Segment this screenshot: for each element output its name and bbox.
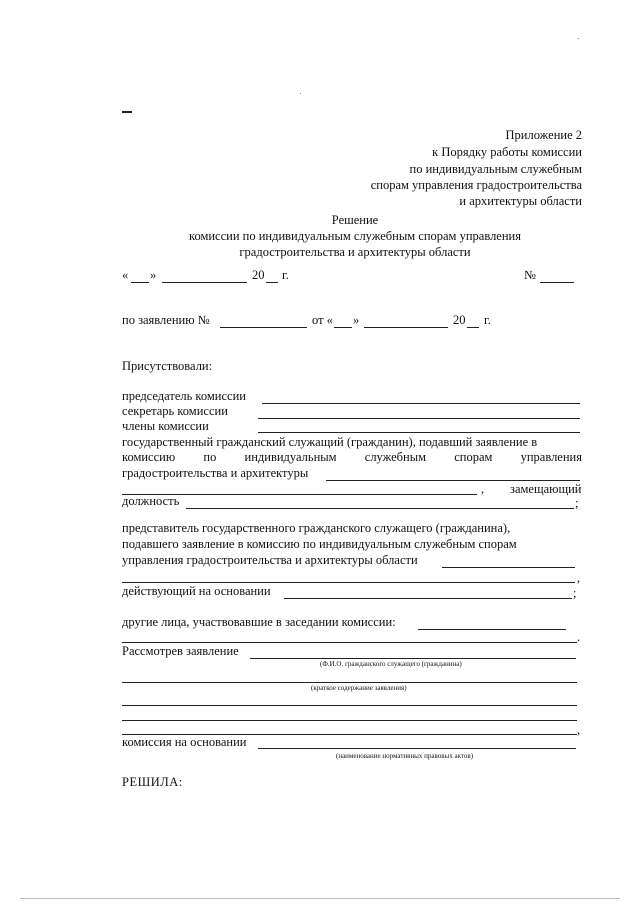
appendix-line-2: к Порядку работы комиссии bbox=[432, 145, 582, 159]
statement-from: от « bbox=[312, 313, 333, 327]
scan-speck bbox=[300, 93, 301, 94]
members-label: члены комиссии bbox=[122, 419, 209, 433]
date-year-field[interactable] bbox=[266, 282, 278, 283]
date-day-field[interactable] bbox=[131, 282, 149, 283]
civil-servant-word: индивидуальным bbox=[244, 450, 337, 464]
scan-speck bbox=[578, 38, 579, 39]
civil-servant-semicolon: ; bbox=[575, 496, 579, 510]
civil-servant-word: управления bbox=[520, 450, 582, 464]
representative-acting-label: действующий на основании bbox=[122, 584, 271, 598]
considered-summary-field-2[interactable] bbox=[122, 705, 577, 706]
considered-comma: , bbox=[577, 723, 581, 737]
civil-servant-word: спорам bbox=[454, 450, 493, 464]
representative-line-1: представитель государственного гражданского служащего (гражданина), bbox=[122, 521, 511, 535]
considered-summary-caption: (краткое содержание заявления) bbox=[311, 684, 407, 692]
date-month-field[interactable] bbox=[162, 282, 247, 283]
civil-servant-word: по bbox=[203, 450, 217, 464]
civil-servant-line-3: градостроительства и архитектуры bbox=[122, 466, 309, 480]
others-field[interactable] bbox=[418, 629, 566, 630]
members-field[interactable] bbox=[258, 432, 580, 433]
chair-field[interactable] bbox=[262, 403, 580, 404]
others-label: другие лица, участвовавшие в заседании комиссии: bbox=[122, 615, 396, 629]
secretary-field[interactable] bbox=[258, 418, 580, 419]
considered-fio-caption: (Ф.И.О. гражданского служащего (гражданина) bbox=[320, 660, 462, 668]
appendix-line-1: Приложение 2 bbox=[505, 128, 582, 142]
civil-servant-comma: , bbox=[481, 482, 485, 496]
basis-label: комиссия на основании bbox=[122, 735, 247, 749]
basis-caption: (наименование нормативных правовых актов) bbox=[336, 752, 474, 760]
statement-year-field[interactable] bbox=[467, 327, 479, 328]
statement-month-field[interactable] bbox=[364, 327, 448, 328]
civil-servant-name-field[interactable] bbox=[326, 480, 580, 481]
civil-servant-holding: замещающий bbox=[510, 482, 582, 496]
decision-number-sign: № bbox=[524, 268, 536, 282]
appendix-line-3: по индивидуальным служебным bbox=[409, 162, 582, 176]
statement-close-quote: » bbox=[353, 313, 360, 327]
secretary-label: секретарь комиссии bbox=[122, 404, 228, 418]
representative-basis-field[interactable] bbox=[284, 598, 572, 599]
appendix-line-5: и архитектуры области bbox=[459, 194, 582, 208]
statement-label: по заявлению № bbox=[122, 313, 210, 327]
considered-summary-field[interactable] bbox=[122, 682, 577, 683]
representative-line-2: подавшего заявление в комиссию по индивидуальным служебным спорам bbox=[122, 537, 517, 551]
decision-number-field[interactable] bbox=[540, 282, 574, 283]
scan-edge-line bbox=[20, 898, 620, 899]
considered-fio-field[interactable] bbox=[250, 658, 576, 659]
present-heading: Присутствовали: bbox=[122, 359, 213, 373]
civil-servant-line-2 bbox=[122, 450, 582, 465]
date-year-suffix: г. bbox=[282, 268, 289, 282]
statement-year-suffix: г. bbox=[484, 313, 491, 327]
representative-name-field[interactable] bbox=[442, 567, 575, 568]
civil-servant-word: комиссию bbox=[122, 450, 176, 464]
appendix-line-4: спорам управления градостроительства bbox=[370, 178, 582, 192]
statement-day-field[interactable] bbox=[334, 327, 352, 328]
others-period: . bbox=[577, 630, 581, 644]
decided-heading: РЕШИЛА: bbox=[122, 775, 183, 789]
document-subtitle-2: градостроительства и архитектуры области bbox=[239, 245, 471, 259]
chair-label: председатель комиссии bbox=[122, 389, 246, 403]
considered-label: Рассмотрев заявление bbox=[122, 644, 239, 658]
document-subtitle-1: комиссии по индивидуальным служебным спорам управления bbox=[189, 229, 521, 243]
others-field-2[interactable] bbox=[122, 642, 577, 643]
basis-field[interactable] bbox=[258, 748, 576, 749]
document-title: Решение bbox=[331, 213, 379, 227]
civil-servant-line-1: государственный гражданский служащий (гражданин), подавший заявление в bbox=[122, 435, 538, 449]
scan-mark bbox=[122, 111, 132, 113]
date-open-quote: « bbox=[122, 268, 129, 282]
representative-comma: , bbox=[577, 571, 581, 585]
statement-year-prefix: 20 bbox=[453, 313, 466, 327]
date-year-prefix: 20 bbox=[252, 268, 265, 282]
civil-servant-word: служебным bbox=[364, 450, 427, 464]
civil-servant-position-label: должность bbox=[122, 494, 180, 508]
civil-servant-position-field[interactable] bbox=[186, 508, 574, 509]
statement-number-field[interactable] bbox=[220, 327, 307, 328]
representative-name-field-2[interactable] bbox=[122, 582, 575, 583]
considered-summary-field-3[interactable] bbox=[122, 720, 577, 721]
date-close-quote: » bbox=[150, 268, 157, 282]
representative-semicolon: ; bbox=[573, 586, 577, 600]
representative-line-3: управления градостроительства и архитектуры области bbox=[122, 553, 418, 567]
